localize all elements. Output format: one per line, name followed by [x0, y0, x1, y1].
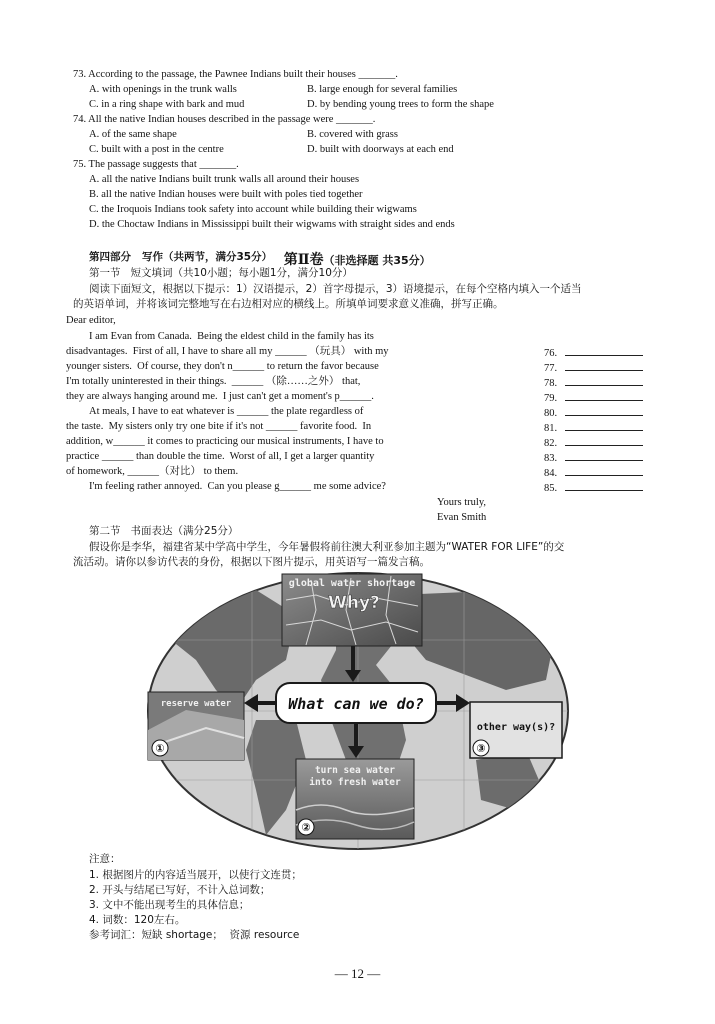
q73-option-b: B. large enough for several families — [307, 84, 458, 95]
bottom-label-line-1: turn sea water — [314, 765, 396, 776]
letter-line: of homework, ______（对比） to them. — [66, 466, 239, 477]
water-for-life-figure — [146, 570, 570, 853]
letter-line: I'm totally uninterested in their things. ______ （除……之外） that, — [66, 376, 361, 387]
q74-stem: 74. All the native Indian houses described in the passage were _______. — [73, 114, 376, 125]
letter-closing: Yours truly, — [437, 497, 487, 508]
letter-line: practice ______ than double the time. Worst of all, I get a larger quantity — [66, 451, 375, 462]
bottom-label-line-2: into fresh water — [309, 777, 401, 788]
answer-number: 80. — [544, 408, 558, 419]
answer-number: 81. — [544, 423, 558, 434]
q75-option-a: A. all the native Indians built trunk walls all around their houses — [89, 174, 360, 185]
right-label: other way(s)? — [476, 722, 556, 733]
letter-line: I am Evan from Canada. Being the eldest child in the family has its — [89, 331, 374, 342]
answer-line — [565, 480, 643, 491]
top-label: global water shortage — [288, 578, 416, 589]
answer-blank — [544, 450, 643, 465]
answer-blank — [544, 360, 643, 375]
answer-blank — [544, 375, 643, 390]
answer-line — [565, 390, 643, 401]
answer-line — [565, 420, 643, 431]
note-item: 3. 文中不能出现考生的具体信息； — [89, 899, 250, 911]
note-item: 2. 开头与结尾已写好，不计入总词数； — [89, 884, 271, 896]
marker-3-label: ③ — [476, 742, 486, 755]
answer-line — [565, 345, 643, 356]
page-number: — 12 — — [334, 966, 381, 981]
answer-number: 83. — [544, 453, 558, 464]
answer-number: 78. — [544, 378, 558, 389]
answer-number: 82. — [544, 438, 558, 449]
answer-line — [565, 450, 643, 461]
answer-blank — [544, 465, 643, 480]
why-label: Why? — [328, 593, 380, 613]
answer-number: 84. — [544, 468, 558, 479]
notes-title: 注意： — [89, 853, 121, 865]
instruction-line-2: 的英语单词，并将该词完整地写在右边相对应的横线上。所填单词要求意义准确，拼写正确。 — [73, 298, 504, 310]
answer-blank — [544, 405, 643, 420]
letter-line: the taste. My sisters only try one bite if it's not ______ favorite food. In — [66, 421, 372, 432]
answer-line — [565, 405, 643, 416]
left-label: reserve water — [160, 699, 232, 709]
answer-line — [565, 465, 643, 476]
q74-option-c: C. built with a post in the centre — [89, 144, 224, 155]
note-item: 4. 词数：120左右。 — [89, 914, 186, 926]
marker-1-label: ① — [155, 742, 165, 755]
task-line-2: 流活动。请你以参访代表的身份，根据以下图片提示，用英语写一篇发言稿。 — [73, 556, 430, 568]
volume-title — [275, 234, 431, 269]
q75-option-d: D. the Choctaw Indians in Mississippi built their wigwams with straight sides and ends — [89, 219, 455, 230]
q73-option-d: D. by bending young trees to form the shape — [307, 99, 494, 110]
answer-number: 79. — [544, 393, 558, 404]
answer-blank — [544, 435, 643, 450]
q74-option-a: A. of the same shape — [89, 129, 177, 140]
q73-option-a: A. with openings in the trunk walls — [89, 84, 237, 95]
answer-blank — [544, 345, 643, 360]
letter-line: addition, w______ it comes to practicing our musical instruments, I have to — [66, 436, 384, 447]
section2-heading: 第二节 书面表达（满分25分） — [89, 525, 239, 537]
q74-option-d: D. built with doorways at each end — [307, 144, 454, 155]
letter-line: disadvantages. First of all, I have to share all my ______ （玩具） with my — [66, 346, 389, 357]
letter-greeting: Dear editor, — [66, 315, 116, 326]
answer-blank — [544, 480, 643, 495]
world-map-figure — [146, 570, 570, 853]
part4-heading: 第四部分 写作（共两节，满分35分） — [89, 251, 273, 263]
letter-line: younger sisters. Of course, they don't n______ to return the favor because — [66, 361, 379, 372]
instruction-line-1: 阅读下面短文，根据以下提示：1）汉语提示，2）首字母提示，3）语境提示，在每个空格内填入一个适当 — [89, 283, 582, 295]
letter-line: I'm feeling rather annoyed. Can you please g______ me some advice? — [89, 481, 386, 492]
answer-number: 77. — [544, 363, 558, 374]
note-item: 1. 根据图片的内容适当展开，以使行文连贯； — [89, 869, 302, 881]
letter-signature: Evan Smith — [437, 512, 487, 523]
q75-option-c: C. the Iroquois Indians took safety into account while building their wigwams — [89, 204, 417, 215]
letter-line: At meals, I have to eat whatever is ______ the plate regardless of — [89, 406, 364, 417]
q73-option-c: C. in a ring shape with bark and mud — [89, 99, 245, 110]
task-line-1: 假设你是李华，福建省某中学高中学生，今年暑假将前往澳大利亚参加主题为“WATER FOR LIFE”的交 — [89, 541, 565, 553]
marker-2-label: ② — [301, 821, 311, 834]
answer-line — [565, 360, 643, 371]
center-label: What can we do? — [288, 695, 424, 713]
volume-title-note: （非选择题 共35分） — [323, 254, 431, 267]
section1-heading: 第一节 短文填词（共10小题；每小题1分，满分10分） — [89, 267, 353, 279]
answer-number: 85. — [544, 483, 558, 494]
answer-line — [565, 375, 643, 386]
answer-number: 76. — [544, 348, 558, 359]
letter-line: they are always hanging around me. I just can't get a moment's p______. — [66, 391, 374, 402]
answer-blank — [544, 420, 643, 435]
answer-blank — [544, 390, 643, 405]
volume-title-main: 第Ⅱ卷 — [283, 252, 324, 268]
q73-stem: 73. According to the passage, the Pawnee Indians built their houses _______. — [73, 69, 398, 80]
answer-line — [565, 435, 643, 446]
vocabulary-hint: 参考词汇：短缺 shortage； 资源 resource — [89, 929, 300, 941]
q74-option-b: B. covered with grass — [307, 129, 398, 140]
q75-stem: 75. The passage suggests that _______. — [73, 159, 239, 170]
q75-option-b: B. all the native Indian houses were built with poles tied together — [89, 189, 363, 200]
